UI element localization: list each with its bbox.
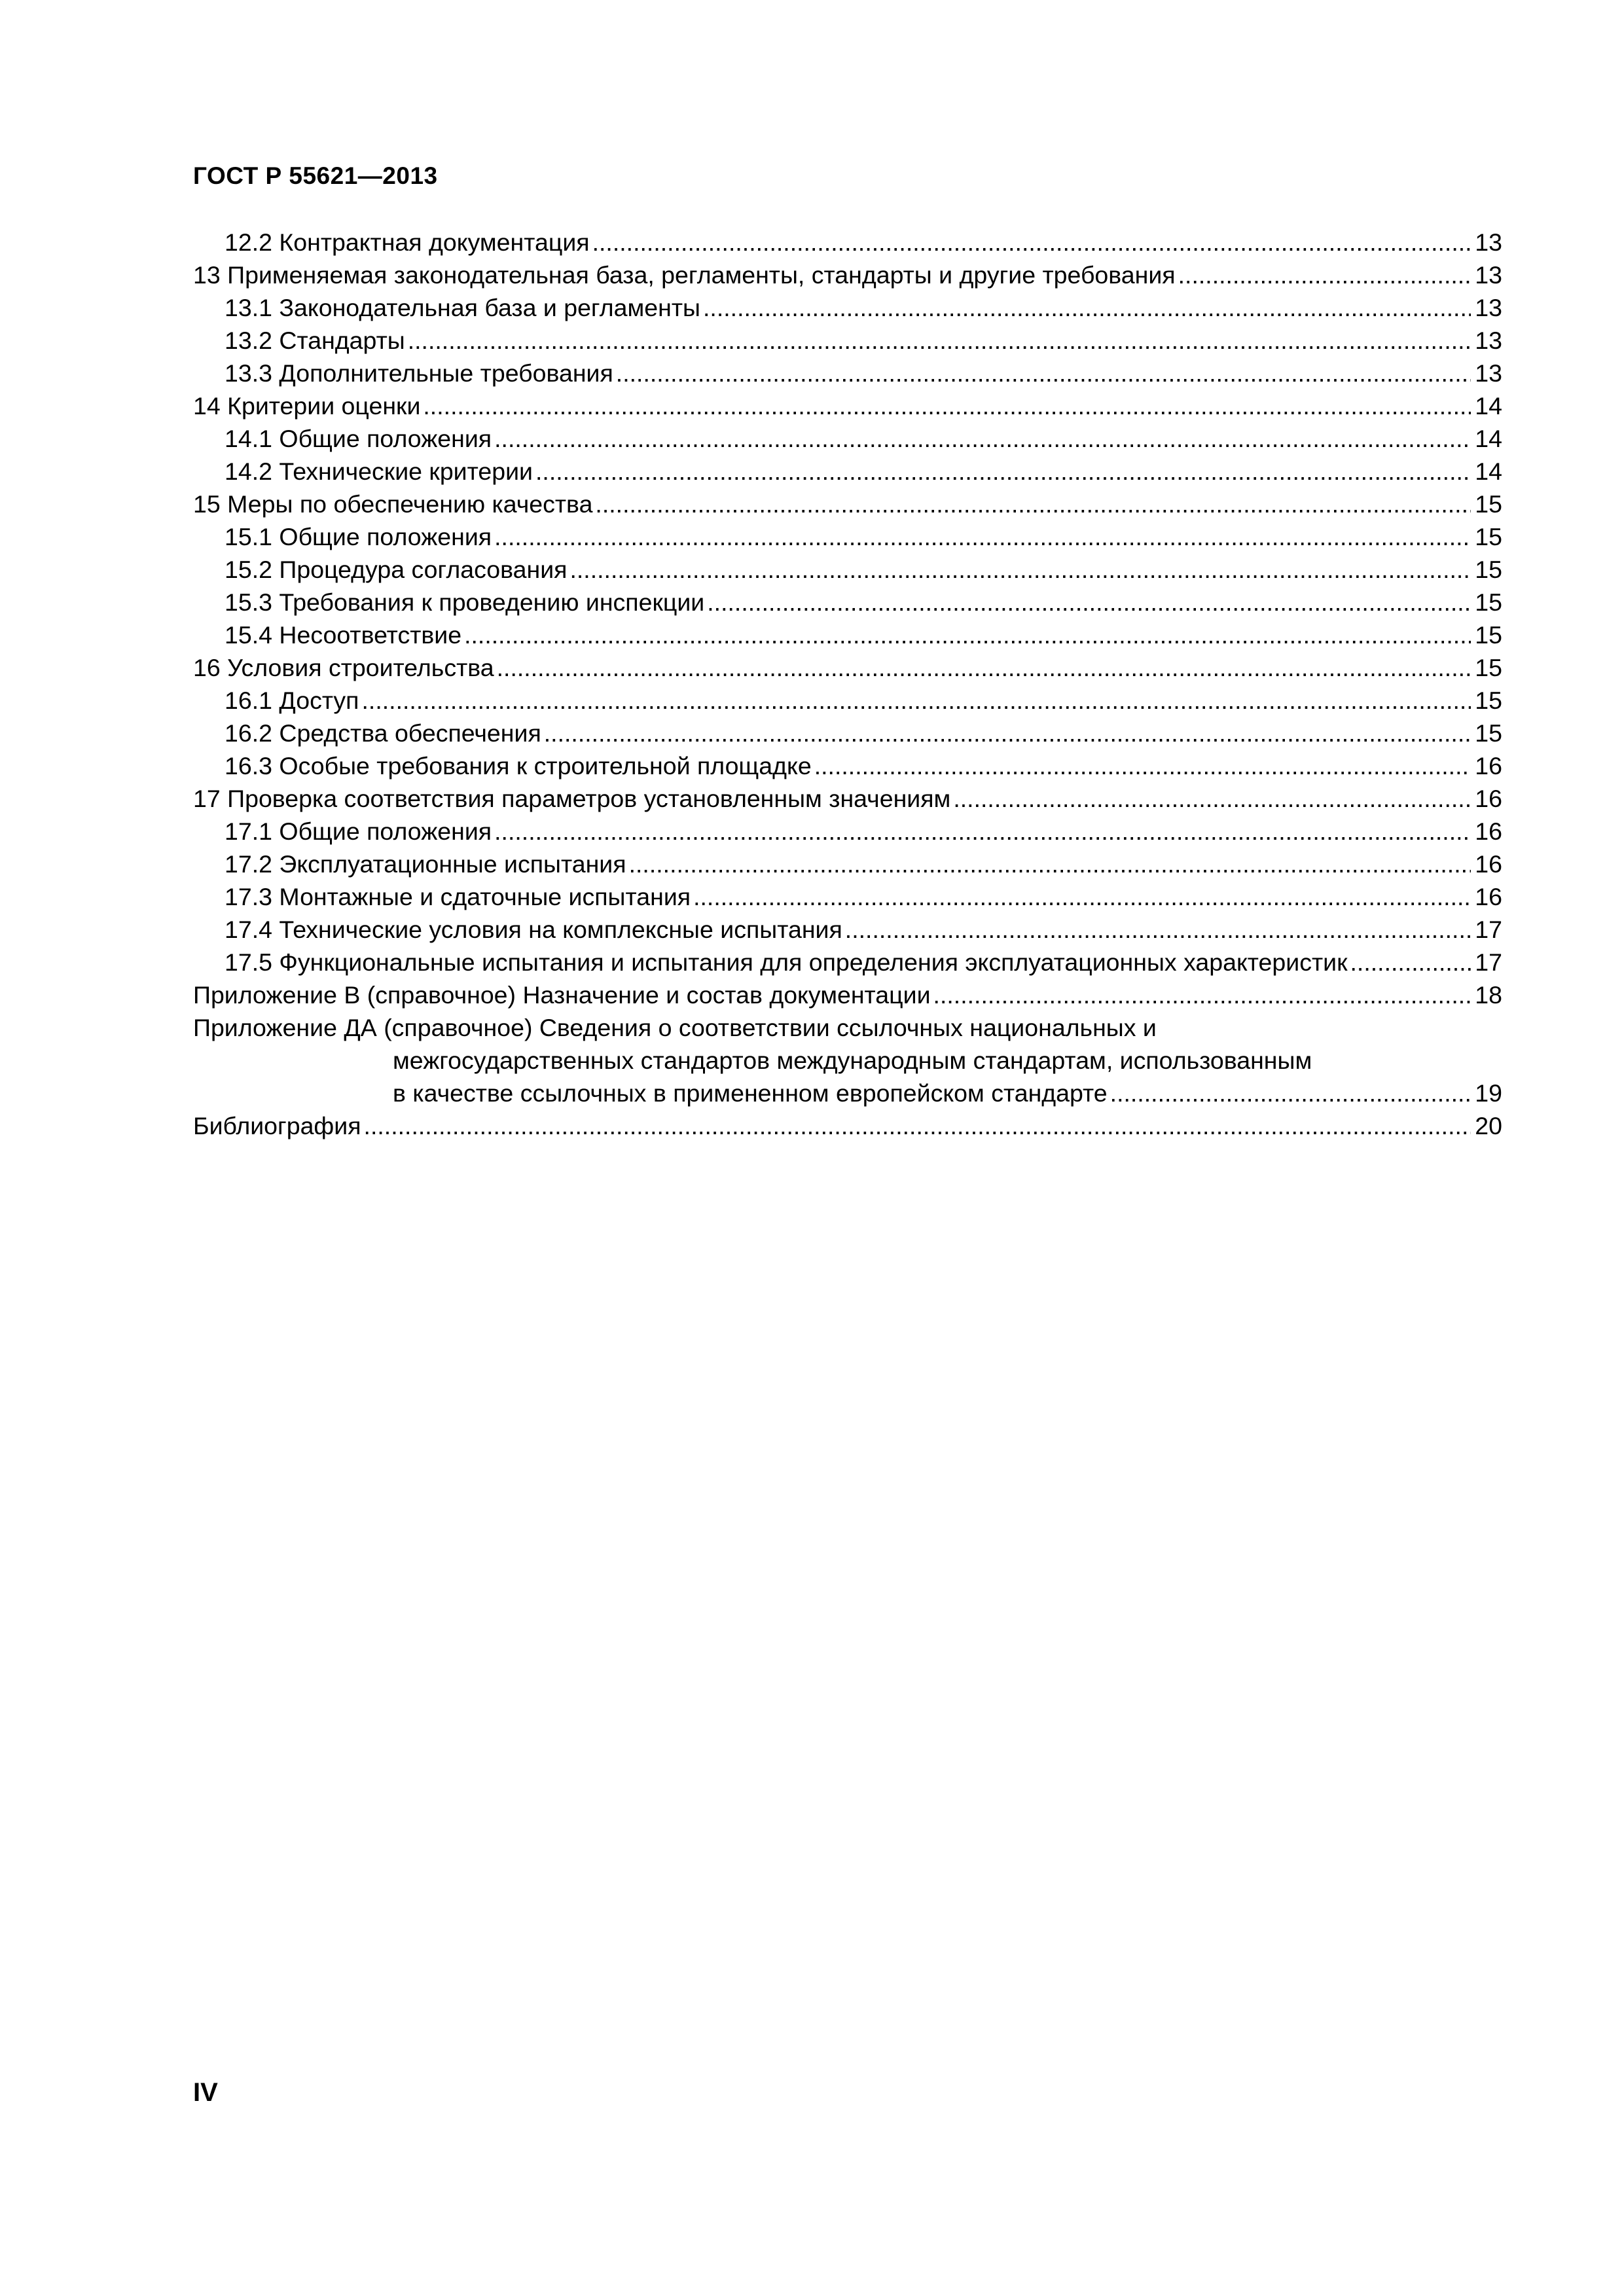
toc-entry [193, 455, 1502, 488]
dot-leader [933, 978, 1471, 1011]
toc-entry-page: 19 [1475, 1079, 1502, 1107]
toc-entry-title: 17.1 Общие положения [225, 817, 492, 845]
toc-entry-title: 14.2 Технические критерии [225, 457, 533, 485]
dot-leader [845, 913, 1471, 946]
toc-entry-title: 12.2 Контрактная документация [225, 228, 590, 256]
dot-leader [814, 749, 1471, 782]
toc-entry-title: 15.2 Процедура согласования [225, 556, 568, 583]
toc-entry-title: 13.2 Стандарты [225, 327, 405, 354]
dot-leader [494, 815, 1471, 848]
toc-entry [193, 226, 1502, 259]
toc-entry-appendix-da [193, 1011, 1502, 1109]
toc-entry [193, 619, 1502, 651]
table-of-contents [193, 226, 1502, 1142]
toc-entry-title-line: Приложение ДА (справочное) Сведения о соответствии ссылочных национальных и [193, 1014, 1157, 1041]
dot-leader [494, 520, 1471, 553]
toc-entry-title: 15.4 Несоответствие [225, 621, 462, 649]
toc-entry-page: 14 [1475, 392, 1502, 420]
toc-entry-title: 17.2 Эксплуатационные испытания [225, 850, 626, 878]
toc-entry-page: 13 [1475, 294, 1502, 321]
dot-leader [361, 684, 1471, 717]
toc-entry [193, 1109, 1502, 1142]
toc-entry [193, 815, 1502, 848]
dot-leader [707, 586, 1471, 619]
toc-entry [193, 782, 1502, 815]
toc-entry-page: 20 [1475, 1112, 1502, 1139]
dot-leader [1350, 946, 1471, 978]
dot-leader [629, 848, 1471, 880]
toc-entry [193, 749, 1502, 782]
dot-leader [535, 455, 1471, 488]
dot-leader [953, 782, 1471, 815]
dot-leader [595, 488, 1471, 520]
toc-entry [193, 946, 1502, 978]
toc-entry-page: 15 [1475, 490, 1502, 518]
toc-entry [193, 651, 1502, 684]
toc-entry-title: 16.3 Особые требования к строительной площадке [225, 752, 812, 780]
toc-entry-page: 13 [1475, 359, 1502, 387]
toc-entry [193, 913, 1502, 946]
toc-entry-page: 16 [1475, 883, 1502, 910]
page-number-footer: IV [193, 2078, 218, 2107]
toc-entry-page: 15 [1475, 621, 1502, 649]
toc-entry-page: 13 [1475, 228, 1502, 256]
toc-entry-page: 16 [1475, 817, 1502, 845]
toc-entry-title: 14 Критерии оценки [193, 392, 421, 420]
toc-entry-last-line [193, 1077, 1502, 1109]
dot-leader [703, 291, 1471, 324]
toc-entry-title: 15 Меры по обеспечению качества [193, 490, 593, 518]
toc-entry-page: 15 [1475, 719, 1502, 747]
toc-entry-page: 15 [1475, 588, 1502, 616]
toc-entry-page: 13 [1475, 261, 1502, 289]
toc-entry [193, 586, 1502, 619]
toc-entry-page: 18 [1475, 981, 1502, 1009]
toc-entry [193, 520, 1502, 553]
toc-entry-title: 15.1 Общие положения [225, 523, 492, 550]
toc-entry-title: Библиография [193, 1112, 361, 1139]
dot-leader [497, 651, 1471, 684]
toc-entry [193, 357, 1502, 389]
dot-leader [364, 1109, 1471, 1142]
dot-leader [616, 357, 1471, 389]
toc-entry [193, 717, 1502, 749]
toc-entry-title: 17.3 Монтажные и сдаточные испытания [225, 883, 691, 910]
dot-leader [1110, 1077, 1471, 1109]
toc-entry-page: 14 [1475, 457, 1502, 485]
dot-leader [464, 619, 1471, 651]
toc-entry-page: 15 [1475, 687, 1502, 714]
toc-entry-page: 17 [1475, 916, 1502, 943]
dot-leader [693, 880, 1471, 913]
dot-leader [1178, 259, 1471, 291]
toc-entry-page: 17 [1475, 948, 1502, 976]
toc-entry-title: 16.2 Средства обеспечения [225, 719, 541, 747]
toc-entry-title: 15.3 Требования к проведению инспекции [225, 588, 705, 616]
toc-entry [193, 848, 1502, 880]
toc-entry [193, 684, 1502, 717]
toc-entry-title: 14.1 Общие положения [225, 425, 492, 452]
toc-entry-page: 16 [1475, 752, 1502, 780]
dot-leader [544, 717, 1471, 749]
toc-entry-title-line: межгосударственных стандартов международным стандартам, использованным [393, 1047, 1312, 1074]
toc-entry [193, 324, 1502, 357]
toc-entry-title: 13 Применяемая законодательная база, регламенты, стандарты и другие требования [193, 261, 1176, 289]
toc-entry [193, 259, 1502, 291]
toc-entry-page: 15 [1475, 654, 1502, 681]
dot-leader [494, 422, 1471, 455]
page-header-doc-code: ГОСТ Р 55621—2013 [193, 162, 438, 189]
toc-entry-title: 13.1 Законодательная база и регламенты [225, 294, 700, 321]
toc-entry [193, 488, 1502, 520]
toc-entry-page: 16 [1475, 785, 1502, 812]
toc-entry [193, 389, 1502, 422]
toc-entry-page: 15 [1475, 556, 1502, 583]
toc-entry-title: 17.4 Технические условия на комплексные испытания [225, 916, 842, 943]
toc-entry [193, 553, 1502, 586]
dot-leader [592, 226, 1471, 259]
toc-entry-title: 16.1 Доступ [225, 687, 359, 714]
dot-leader [423, 389, 1471, 422]
toc-entry-title: 13.3 Дополнительные требования [225, 359, 613, 387]
toc-entry [193, 422, 1502, 455]
toc-entry-page: 14 [1475, 425, 1502, 452]
toc-entry-title: 17 Проверка соответствия параметров установленным значениям [193, 785, 951, 812]
toc-entry-page: 15 [1475, 523, 1502, 550]
toc-entry-title: 16 Условия строительства [193, 654, 494, 681]
toc-entry [193, 880, 1502, 913]
toc-entry [193, 978, 1502, 1011]
toc-entry-title-line: в качестве ссылочных в примененном европейском стандарте [393, 1079, 1108, 1107]
dot-leader [408, 324, 1471, 357]
toc-entry-page: 16 [1475, 850, 1502, 878]
toc-entry-title: 17.5 Функциональные испытания и испытания для определения эксплуатационных характеристик [225, 948, 1348, 976]
dot-leader [569, 553, 1471, 586]
toc-entry-title: Приложение В (справочное) Назначение и состав документации [193, 981, 931, 1009]
toc-entry [193, 291, 1502, 324]
toc-entry-page: 13 [1475, 327, 1502, 354]
